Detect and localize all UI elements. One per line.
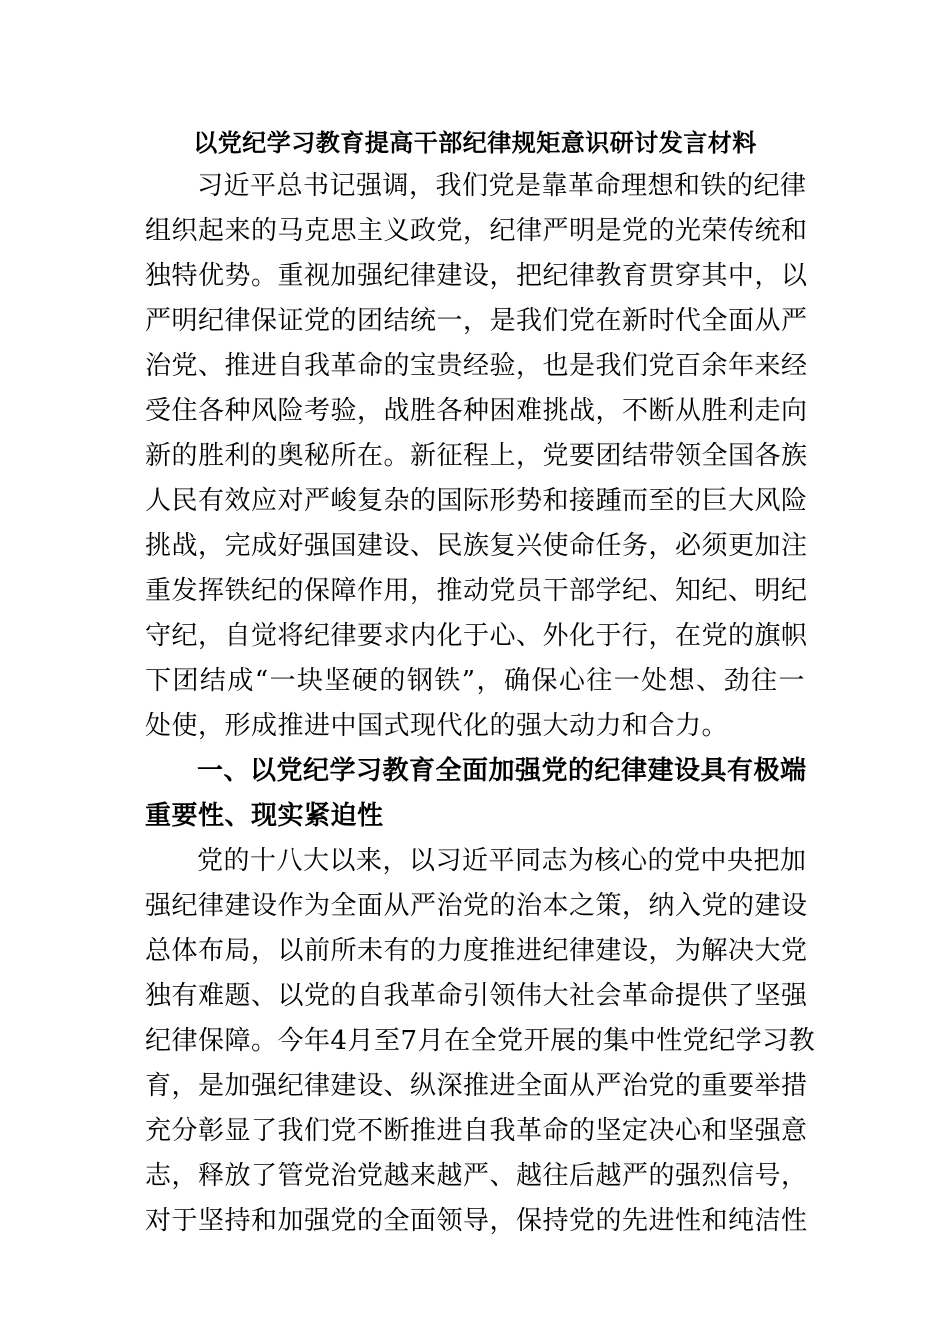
paragraph-line: 总体布局，以前所未有的力度推进纪律建设，为解决大党 — [145, 936, 808, 966]
paragraph-line: 下团结成“一块坚硬的钢铁”，确保心往一处想、劲往一 — [145, 666, 805, 696]
section-heading — [145, 749, 805, 839]
paragraph-line: 重发挥铁纪的保障作用，推动党员干部学纪、知纪、明纪 — [145, 576, 808, 606]
paragraph-line: 独特优势。重视加强纪律建设，把纪律教育贯穿其中，以 — [145, 261, 808, 291]
paragraph-line: 习近平总书记强调，我们党是靠革命理想和铁的纪律 — [197, 171, 807, 201]
paragraph-line: 强纪律建设作为全面从严治党的治本之策，纳入党的建设 — [145, 891, 808, 921]
paragraph-line: 挑战，完成好强国建设、民族复兴使命任务，必须更加注 — [145, 531, 808, 561]
paragraph-line: 对于坚持和加强党的全面领导，保持党的先进性和纯洁性 — [145, 1206, 808, 1236]
paragraph-line: 处使，形成推进中国式现代化的强大动力和合力。 — [145, 711, 729, 741]
paragraph-line: 独有难题、以党的自我革命引领伟大社会革命提供了坚强 — [145, 981, 808, 1011]
paragraph-line: 充分彰显了我们党不断推进自我革命的坚定决心和坚强意 — [145, 1116, 808, 1146]
paragraph-line: 党的十八大以来，以习近平同志为核心的党中央把加 — [197, 846, 807, 876]
paragraph-line: 育，是加强纪律建设、纵深推进全面从严治党的重要举措 — [145, 1071, 808, 1101]
paragraph-line: 受住各种风险考验，战胜各种困难挑战，不断从胜利走向 — [145, 396, 808, 426]
heading-line: 重要性、现实紧迫性 — [145, 801, 384, 831]
paragraph-line: 纪律保障。今年4月至7月在全党开展的集中性党纪学习教 — [145, 1026, 816, 1056]
paragraph-line: 组织起来的马克思主义政党，纪律严明是党的光荣传统和 — [145, 216, 808, 246]
paragraph-line: 严明纪律保证党的团结统一，是我们党在新时代全面从严 — [145, 306, 808, 336]
document-page — [145, 122, 816, 1244]
paragraph-line: 人民有效应对严峻复杂的国际形势和接踵而至的巨大风险 — [145, 486, 808, 516]
paragraph-line: 志，释放了管党治党越来越严、越往后越严的强烈信号， — [145, 1161, 808, 1191]
section-paragraph — [145, 839, 816, 1244]
paragraph-line: 新的胜利的奥秘所在。新征程上，党要团结带领全国各族 — [145, 441, 808, 471]
paragraph-line: 守纪，自觉将纪律要求内化于心、外化于行，在党的旗帜 — [145, 621, 808, 651]
document-title: 以党纪学习教育提高干部纪律规矩意识研讨发言材料 — [193, 128, 757, 157]
intro-paragraph — [145, 164, 808, 749]
paragraph-line: 治党、推进自我革命的宝贵经验，也是我们党百余年来经 — [145, 351, 808, 381]
heading-line: 一、以党纪学习教育全面加强党的纪律建设具有极端 — [197, 756, 807, 786]
